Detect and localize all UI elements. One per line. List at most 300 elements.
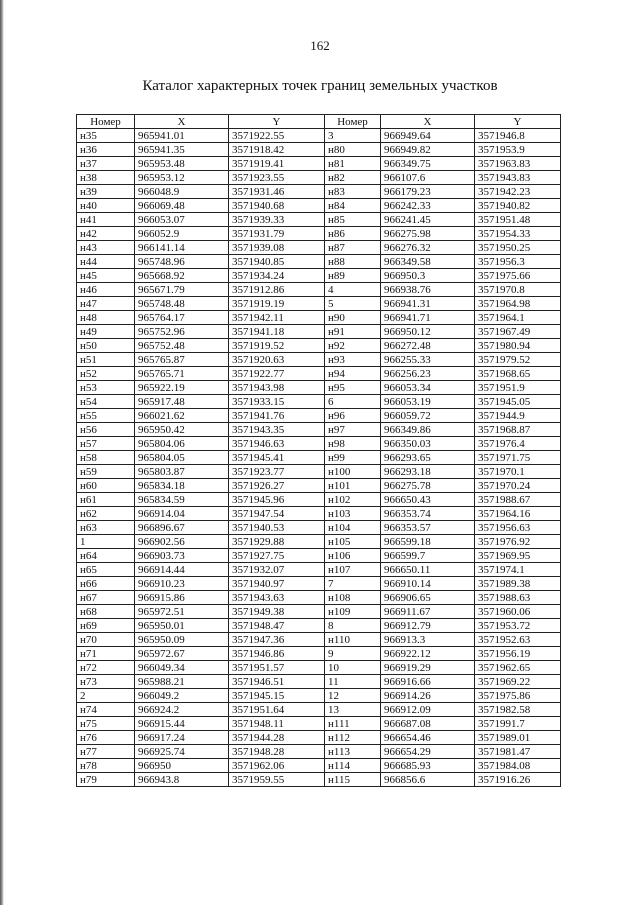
table-row <box>77 661 561 675</box>
cell-y-right: 3571975.66 <box>475 269 561 283</box>
cell-number-right: н80 <box>325 143 381 157</box>
cell-x-right: 966922.12 <box>381 647 475 661</box>
cell-y-right: 3571984.08 <box>475 759 561 773</box>
cell-y-left: 3571941.18 <box>229 325 325 339</box>
cell-x-right: 966599.18 <box>381 535 475 549</box>
cell-y-left: 3571931.79 <box>229 227 325 241</box>
cell-y-right: 3571956.3 <box>475 255 561 269</box>
cell-x-right: 966293.65 <box>381 451 475 465</box>
table-row <box>77 563 561 577</box>
cell-y-right: 3571964.1 <box>475 311 561 325</box>
table-row <box>77 703 561 717</box>
cell-y-right: 3571952.63 <box>475 633 561 647</box>
table-row <box>77 731 561 745</box>
cell-x-left: 966917.24 <box>135 731 229 745</box>
cell-x-right: 966687.08 <box>381 717 475 731</box>
cell-y-left: 3571943.63 <box>229 591 325 605</box>
cell-number-left: н61 <box>77 493 135 507</box>
cell-x-right: 966914.26 <box>381 689 475 703</box>
cell-y-left: 3571945.96 <box>229 493 325 507</box>
cell-number-right: н112 <box>325 731 381 745</box>
cell-y-left: 3571932.07 <box>229 563 325 577</box>
cell-x-right: 966275.78 <box>381 479 475 493</box>
cell-number-right: н88 <box>325 255 381 269</box>
table-row <box>77 605 561 619</box>
cell-number-left: н47 <box>77 297 135 311</box>
cell-y-left: 3571918.42 <box>229 143 325 157</box>
cell-number-left: н79 <box>77 773 135 787</box>
table-row <box>77 535 561 549</box>
cell-number-left: н59 <box>77 465 135 479</box>
cell-number-right: 10 <box>325 661 381 675</box>
cell-y-right: 3571969.22 <box>475 675 561 689</box>
cell-x-left: 966925.74 <box>135 745 229 759</box>
cell-x-right: 966599.7 <box>381 549 475 563</box>
cell-x-left: 966914.04 <box>135 507 229 521</box>
cell-number-right: 3 <box>325 129 381 143</box>
cell-y-left: 3571919.52 <box>229 339 325 353</box>
cell-x-right: 966242.33 <box>381 199 475 213</box>
cell-number-right: 8 <box>325 619 381 633</box>
table-row <box>77 619 561 633</box>
cell-y-right: 3571940.82 <box>475 199 561 213</box>
cell-x-left: 966915.44 <box>135 717 229 731</box>
cell-y-right: 3571970.8 <box>475 283 561 297</box>
cell-y-right: 3571950.25 <box>475 241 561 255</box>
table-row <box>77 717 561 731</box>
cell-number-right: н89 <box>325 269 381 283</box>
table-row <box>77 381 561 395</box>
cell-number-right: н81 <box>325 157 381 171</box>
cell-x-left: 965834.59 <box>135 493 229 507</box>
cell-number-left: н46 <box>77 283 135 297</box>
cell-y-left: 3571940.85 <box>229 255 325 269</box>
header-x-left: X <box>135 115 229 129</box>
cell-x-right: 966950.12 <box>381 325 475 339</box>
cell-x-left: 965671.79 <box>135 283 229 297</box>
table-row <box>77 409 561 423</box>
cell-number-left: н45 <box>77 269 135 283</box>
cell-y-right: 3571970.1 <box>475 465 561 479</box>
cell-number-left: н77 <box>77 745 135 759</box>
cell-y-left: 3571951.64 <box>229 703 325 717</box>
cell-x-left: 966053.07 <box>135 213 229 227</box>
cell-number-right: н92 <box>325 339 381 353</box>
cell-y-right: 3571991.7 <box>475 717 561 731</box>
cell-x-right: 966906.65 <box>381 591 475 605</box>
cell-y-right: 3571953.9 <box>475 143 561 157</box>
cell-number-left: н39 <box>77 185 135 199</box>
cell-number-right: 13 <box>325 703 381 717</box>
table-row <box>77 353 561 367</box>
cell-x-right: 966349.86 <box>381 423 475 437</box>
cell-x-left: 965922.19 <box>135 381 229 395</box>
cell-x-right: 966685.93 <box>381 759 475 773</box>
cell-number-right: н87 <box>325 241 381 255</box>
cell-y-left: 3571939.33 <box>229 213 325 227</box>
cell-number-right: н113 <box>325 745 381 759</box>
cell-x-right: 966256.23 <box>381 367 475 381</box>
table-row <box>77 311 561 325</box>
cell-number-left: н38 <box>77 171 135 185</box>
cell-y-left: 3571923.55 <box>229 171 325 185</box>
table-row <box>77 143 561 157</box>
cell-y-left: 3571947.54 <box>229 507 325 521</box>
cell-x-right: 966053.19 <box>381 395 475 409</box>
cell-x-left: 966914.44 <box>135 563 229 577</box>
cell-x-right: 966856.6 <box>381 773 475 787</box>
cell-number-left: н73 <box>77 675 135 689</box>
table-row <box>77 241 561 255</box>
cell-y-left: 3571942.11 <box>229 311 325 325</box>
cell-number-right: 12 <box>325 689 381 703</box>
cell-y-right: 3571945.05 <box>475 395 561 409</box>
cell-x-right: 966059.72 <box>381 409 475 423</box>
table-row <box>77 367 561 381</box>
cell-number-left: н68 <box>77 605 135 619</box>
cell-number-right: н86 <box>325 227 381 241</box>
cell-y-right: 3571964.98 <box>475 297 561 311</box>
cell-y-left: 3571949.38 <box>229 605 325 619</box>
cell-x-left: 965834.18 <box>135 479 229 493</box>
cell-y-left: 3571940.53 <box>229 521 325 535</box>
cell-x-right: 966938.76 <box>381 283 475 297</box>
cell-y-left: 3571945.15 <box>229 689 325 703</box>
table-row <box>77 465 561 479</box>
document-title: Каталог характерных точек границ земельных участков <box>142 78 498 94</box>
cell-x-left: 965752.48 <box>135 339 229 353</box>
cell-x-left: 966915.86 <box>135 591 229 605</box>
cell-number-left: н52 <box>77 367 135 381</box>
cell-number-left: н48 <box>77 311 135 325</box>
cell-y-right: 3571970.24 <box>475 479 561 493</box>
cell-number-right: н108 <box>325 591 381 605</box>
cell-number-right: н93 <box>325 353 381 367</box>
cell-number-right: н98 <box>325 437 381 451</box>
table-row <box>77 451 561 465</box>
cell-y-right: 3571974.1 <box>475 563 561 577</box>
cell-y-right: 3571971.75 <box>475 451 561 465</box>
table-row <box>77 157 561 171</box>
cell-y-left: 3571934.24 <box>229 269 325 283</box>
cell-number-left: н50 <box>77 339 135 353</box>
cell-x-left: 966903.73 <box>135 549 229 563</box>
cell-y-left: 3571939.08 <box>229 241 325 255</box>
cell-x-right: 966272.48 <box>381 339 475 353</box>
cell-number-left: н69 <box>77 619 135 633</box>
cell-y-left: 3571946.51 <box>229 675 325 689</box>
cell-y-left: 3571931.46 <box>229 185 325 199</box>
cell-number-right: н84 <box>325 199 381 213</box>
cell-y-left: 3571923.77 <box>229 465 325 479</box>
table-row <box>77 423 561 437</box>
cell-number-left: н37 <box>77 157 135 171</box>
cell-number-right: н96 <box>325 409 381 423</box>
table-row <box>77 213 561 227</box>
cell-x-left: 965748.48 <box>135 297 229 311</box>
table-row <box>77 297 561 311</box>
cell-number-right: н94 <box>325 367 381 381</box>
table-row <box>77 773 561 787</box>
table-row <box>77 269 561 283</box>
cell-y-left: 3571927.75 <box>229 549 325 563</box>
table-row <box>77 549 561 563</box>
cell-x-left: 965950.42 <box>135 423 229 437</box>
cell-x-right: 966911.67 <box>381 605 475 619</box>
table-row <box>77 479 561 493</box>
cell-y-right: 3571968.87 <box>475 423 561 437</box>
cell-y-left: 3571926.27 <box>229 479 325 493</box>
cell-x-right: 966950.3 <box>381 269 475 283</box>
cell-y-right: 3571976.4 <box>475 437 561 451</box>
cell-x-left: 966141.14 <box>135 241 229 255</box>
cell-x-right: 966241.45 <box>381 213 475 227</box>
cell-y-right: 3571953.72 <box>475 619 561 633</box>
table-row <box>77 521 561 535</box>
cell-y-left: 3571945.41 <box>229 451 325 465</box>
cell-x-right: 966916.66 <box>381 675 475 689</box>
cell-y-right: 3571980.94 <box>475 339 561 353</box>
cell-y-right: 3571916.26 <box>475 773 561 787</box>
cell-number-right: 4 <box>325 283 381 297</box>
cell-y-right: 3571967.49 <box>475 325 561 339</box>
cell-y-left: 3571941.76 <box>229 409 325 423</box>
cell-x-left: 966943.8 <box>135 773 229 787</box>
cell-number-right: 7 <box>325 577 381 591</box>
cell-number-left: н71 <box>77 647 135 661</box>
cell-x-right: 966349.75 <box>381 157 475 171</box>
cell-x-right: 966353.74 <box>381 507 475 521</box>
cell-y-right: 3571976.92 <box>475 535 561 549</box>
table-row <box>77 129 561 143</box>
cell-y-right: 3571964.16 <box>475 507 561 521</box>
cell-y-right: 3571951.48 <box>475 213 561 227</box>
cell-number-left: н44 <box>77 255 135 269</box>
table-row <box>77 255 561 269</box>
cell-x-left: 965748.96 <box>135 255 229 269</box>
cell-y-right: 3571944.9 <box>475 409 561 423</box>
cell-x-right: 966919.29 <box>381 661 475 675</box>
cell-x-left: 965950.01 <box>135 619 229 633</box>
cell-y-right: 3571963.83 <box>475 157 561 171</box>
table-row <box>77 689 561 703</box>
cell-number-right: 5 <box>325 297 381 311</box>
table-row <box>77 577 561 591</box>
cell-y-left: 3571922.77 <box>229 367 325 381</box>
cell-x-right: 966912.09 <box>381 703 475 717</box>
cell-x-right: 966654.29 <box>381 745 475 759</box>
cell-y-right: 3571982.58 <box>475 703 561 717</box>
table-row <box>77 759 561 773</box>
cell-number-right: н105 <box>325 535 381 549</box>
table-header-row <box>77 115 561 129</box>
cell-number-right: н95 <box>325 381 381 395</box>
table-row <box>77 185 561 199</box>
cell-x-right: 966650.43 <box>381 493 475 507</box>
cell-y-right: 3571969.95 <box>475 549 561 563</box>
cell-y-right: 3571988.63 <box>475 591 561 605</box>
cell-number-right: н114 <box>325 759 381 773</box>
cell-number-right: н82 <box>325 171 381 185</box>
cell-y-right: 3571981.47 <box>475 745 561 759</box>
cell-x-left: 965752.96 <box>135 325 229 339</box>
cell-number-left: н60 <box>77 479 135 493</box>
cell-number-left: н43 <box>77 241 135 255</box>
table-row <box>77 493 561 507</box>
page-number: 162 <box>310 38 330 53</box>
cell-x-right: 966910.14 <box>381 577 475 591</box>
cell-x-left: 965764.17 <box>135 311 229 325</box>
cell-number-right: н106 <box>325 549 381 563</box>
table-row <box>77 339 561 353</box>
cell-x-right: 966913.3 <box>381 633 475 647</box>
cell-number-left: н72 <box>77 661 135 675</box>
cell-x-right: 966179.23 <box>381 185 475 199</box>
cell-y-left: 3571933.15 <box>229 395 325 409</box>
cell-x-left: 966021.62 <box>135 409 229 423</box>
cell-y-left: 3571943.35 <box>229 423 325 437</box>
cell-x-right: 966941.71 <box>381 311 475 325</box>
cell-x-left: 965972.51 <box>135 605 229 619</box>
table-row <box>77 437 561 451</box>
cell-y-left: 3571948.11 <box>229 717 325 731</box>
cell-number-right: н85 <box>325 213 381 227</box>
cell-number-left: н58 <box>77 451 135 465</box>
cell-number-right: н90 <box>325 311 381 325</box>
cell-x-right: 966255.33 <box>381 353 475 367</box>
cell-x-left: 965668.92 <box>135 269 229 283</box>
cell-number-left: н35 <box>77 129 135 143</box>
table-row <box>77 325 561 339</box>
cell-number-right: н101 <box>325 479 381 493</box>
cell-y-left: 3571922.55 <box>229 129 325 143</box>
cell-y-right: 3571956.19 <box>475 647 561 661</box>
cell-x-left: 966902.56 <box>135 535 229 549</box>
table-row <box>77 395 561 409</box>
cell-number-left: 2 <box>77 689 135 703</box>
cell-x-left: 966896.67 <box>135 521 229 535</box>
cell-number-left: н40 <box>77 199 135 213</box>
cell-x-left: 965988.21 <box>135 675 229 689</box>
cell-number-left: н41 <box>77 213 135 227</box>
cell-number-left: н53 <box>77 381 135 395</box>
cell-number-left: н66 <box>77 577 135 591</box>
cell-number-left: н36 <box>77 143 135 157</box>
cell-number-left: н78 <box>77 759 135 773</box>
cell-number-right: н91 <box>325 325 381 339</box>
cell-number-left: н76 <box>77 731 135 745</box>
cell-number-right: 11 <box>325 675 381 689</box>
cell-y-right: 3571960.06 <box>475 605 561 619</box>
cell-x-left: 966052.9 <box>135 227 229 241</box>
cell-x-left: 966048.9 <box>135 185 229 199</box>
cell-y-right: 3571962.65 <box>475 661 561 675</box>
cell-x-left: 965765.71 <box>135 367 229 381</box>
cell-x-right: 966293.18 <box>381 465 475 479</box>
cell-y-left: 3571919.41 <box>229 157 325 171</box>
coordinates-table <box>76 114 561 787</box>
cell-y-left: 3571919.19 <box>229 297 325 311</box>
table-row <box>77 507 561 521</box>
cell-x-right: 966053.34 <box>381 381 475 395</box>
cell-y-left: 3571920.63 <box>229 353 325 367</box>
cell-x-right: 966349.58 <box>381 255 475 269</box>
cell-y-right: 3571954.33 <box>475 227 561 241</box>
cell-y-left: 3571944.28 <box>229 731 325 745</box>
cell-x-left: 965953.48 <box>135 157 229 171</box>
cell-number-right: 6 <box>325 395 381 409</box>
cell-number-right: 9 <box>325 647 381 661</box>
table-row <box>77 647 561 661</box>
cell-x-left: 965950.09 <box>135 633 229 647</box>
cell-number-left: н65 <box>77 563 135 577</box>
cell-y-right: 3571989.01 <box>475 731 561 745</box>
header-y-right: Y <box>475 115 561 129</box>
table-row <box>77 591 561 605</box>
cell-y-left: 3571948.28 <box>229 745 325 759</box>
cell-y-left: 3571946.63 <box>229 437 325 451</box>
cell-x-right: 966949.64 <box>381 129 475 143</box>
cell-number-left: н75 <box>77 717 135 731</box>
cell-y-right: 3571975.86 <box>475 689 561 703</box>
cell-x-left: 965941.35 <box>135 143 229 157</box>
cell-number-right: н115 <box>325 773 381 787</box>
header-y-left: Y <box>229 115 325 129</box>
cell-x-left: 965803.87 <box>135 465 229 479</box>
cell-x-right: 966650.11 <box>381 563 475 577</box>
cell-number-left: н55 <box>77 409 135 423</box>
cell-x-left: 965765.87 <box>135 353 229 367</box>
cell-y-left: 3571948.47 <box>229 619 325 633</box>
table-row <box>77 227 561 241</box>
cell-number-left: н74 <box>77 703 135 717</box>
table-row <box>77 745 561 759</box>
cell-x-left: 965917.48 <box>135 395 229 409</box>
page-left-edge <box>0 0 4 905</box>
table-body <box>77 129 561 787</box>
table-row <box>77 171 561 185</box>
table-row <box>77 283 561 297</box>
cell-y-left: 3571912.86 <box>229 283 325 297</box>
cell-number-right: н100 <box>325 465 381 479</box>
cell-x-left: 966049.34 <box>135 661 229 675</box>
cell-x-right: 966276.32 <box>381 241 475 255</box>
cell-x-left: 965953.12 <box>135 171 229 185</box>
cell-y-left: 3571951.57 <box>229 661 325 675</box>
cell-x-right: 966275.98 <box>381 227 475 241</box>
cell-number-left: н51 <box>77 353 135 367</box>
cell-y-left: 3571962.06 <box>229 759 325 773</box>
cell-x-left: 965972.67 <box>135 647 229 661</box>
cell-y-right: 3571956.63 <box>475 521 561 535</box>
cell-number-left: н63 <box>77 521 135 535</box>
cell-y-left: 3571943.98 <box>229 381 325 395</box>
cell-number-left: н42 <box>77 227 135 241</box>
cell-y-right: 3571943.83 <box>475 171 561 185</box>
cell-number-right: н107 <box>325 563 381 577</box>
cell-y-left: 3571947.36 <box>229 633 325 647</box>
cell-x-left: 966069.48 <box>135 199 229 213</box>
cell-number-right: н110 <box>325 633 381 647</box>
cell-x-right: 966912.79 <box>381 619 475 633</box>
cell-number-right: н99 <box>325 451 381 465</box>
cell-number-left: н70 <box>77 633 135 647</box>
table-row <box>77 675 561 689</box>
cell-y-right: 3571968.65 <box>475 367 561 381</box>
cell-y-right: 3571946.8 <box>475 129 561 143</box>
header-x-right: X <box>381 115 475 129</box>
cell-number-left: 1 <box>77 535 135 549</box>
